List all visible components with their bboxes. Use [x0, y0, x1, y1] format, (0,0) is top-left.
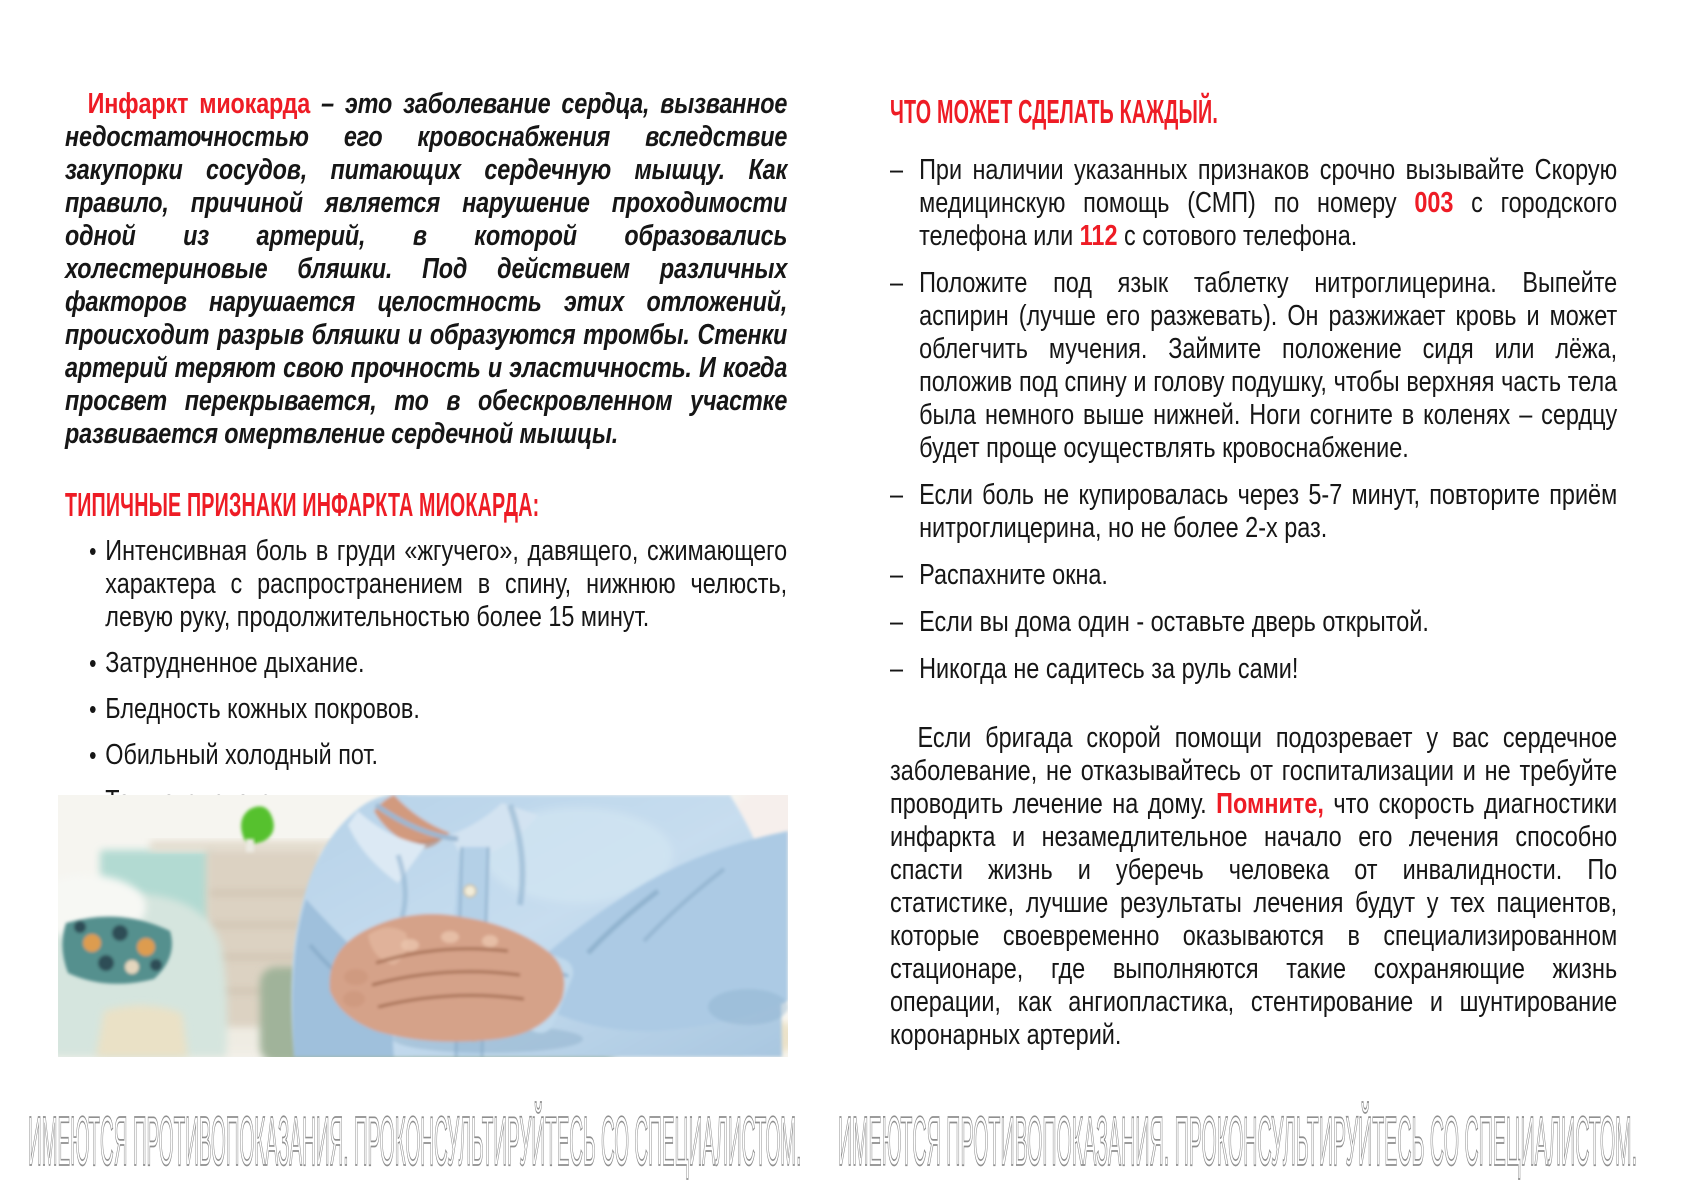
action-item [890, 559, 1617, 592]
man-figure [291, 795, 788, 1057]
bullet-icon: • [89, 648, 97, 678]
symptom-item [89, 739, 787, 772]
symptoms-heading: ТИПИЧНЫЕ ПРИЗНАКИ ИНФАРКТА МИОКАРДА: [65, 486, 540, 523]
action-item [890, 653, 1617, 686]
disclaimer-right: ИМЕЮТСЯ ПРОТИВОПОКАЗАНИЯ. ПРОКОНСУЛЬТИРУЙТЕСЬ СО СПЕЦИАЛИСТОМ. [838, 1102, 1638, 1180]
action-text: Распахните окна. [919, 559, 1108, 591]
symptom-text: Интенсивная боль в груди «жгучего», давящего, сжимающего характера с распространением в спину, нижнюю челюсть, левую руку, продолжительностью более 15 минут. [105, 535, 788, 633]
dash-marker: – [890, 559, 904, 591]
dash-marker: – [890, 653, 904, 685]
right-column [890, 94, 1617, 1052]
left-column [65, 88, 787, 818]
action-text: Если боль не купировалась через 5-7 минут, повторите приём нитроглицерина, но не более 2-х раз. [919, 479, 1618, 544]
symptom-item [89, 693, 787, 726]
outro-paragraph: Если бригада скорой помощи подозревает у вас сердечное заболевание, не отказывайтесь от госпитализации и не требуйте проводить лечение на дому. Помните, что скорость диагностики инфаркта и незамедлительное начало его лечения способно спасти жизнь и уберечь человека от инвалидности. По статистике, лучшие результаты лечения будут у тех пациентов, которые своевременно оказываются в специализированном стационаре, где выполняются такие сохраняющие жизнь операции, как ангиопластика, стентирование и шунтирование коронарных артерий. [890, 722, 1618, 1051]
dash-marker: – [890, 154, 904, 186]
intro-paragraph: Инфаркт миокарда – это заболевание сердца, вызванное недостаточностью его кровоснабжения вследствие закупорки сосудов, питающих сердечную мышцу. Как правило, причиной является нарушение проходимости одной из артерий, в которой образовались холестериновые бляшки. Под действием различных факторов нарушается целостность этих отложений, происходит разрыв бляшки и образуются тромбы. Стенки артерий теряют свою прочность и эластичность. И когда просвет перекрывается, то в обескровленном участке развивается омертвление сердечной мышцы. [65, 88, 788, 450]
action-item [890, 606, 1617, 639]
dash-marker: – [890, 606, 904, 638]
symptoms-list [65, 535, 787, 818]
bullet-icon: • [89, 740, 97, 770]
action-text: Положите под язык таблетку нитроглицерина. Выпейте аспирин (лучше его разжевать). Он разжижает кровь и может облегчить мучения. Займите положение сидя или лёжа, положив под спину и голову подушку, чтобы верхняя часть тела была немного выше нижней. Ноги согните в коленях – сердцу будет проще осуществлять кровоснабжение. [919, 267, 1618, 464]
action-item [890, 479, 1617, 545]
action-text: При наличии указанных признаков срочно вызывайте Скорую медицинскую помощь (СМП) по номеру 003 с городского телефона или 112 с сотового телефона. [919, 154, 1618, 252]
symptom-text: Затрудненное дыхание. [105, 647, 365, 679]
action-text: Никогда не садитесь за руль сами! [919, 653, 1299, 685]
patterned-pillow [62, 917, 172, 984]
chest-pain-illustration [58, 795, 788, 1057]
action-text: Если вы дома один - оставьте дверь открытой. [919, 606, 1429, 638]
symptom-item [89, 535, 787, 634]
action-item [890, 267, 1617, 465]
bullet-icon: • [89, 694, 97, 724]
symptom-item [89, 647, 787, 680]
man-clutching-chest-photo [58, 795, 788, 1057]
symptom-text: Обильный холодный пот. [105, 739, 378, 771]
symptom-text: Бледность кожных покровов. [105, 693, 420, 725]
actions-heading: ЧТО МОЖЕТ СДЕЛАТЬ КАЖДЫЙ. [890, 93, 1218, 130]
actions-list [890, 154, 1617, 686]
dash-marker: – [890, 267, 904, 299]
dash-marker: – [890, 479, 904, 511]
action-item [890, 154, 1617, 253]
bullet-icon: • [89, 536, 97, 566]
disclaimer-left: ИМЕЮТСЯ ПРОТИВОПОКАЗАНИЯ. ПРОКОНСУЛЬТИРУЙТЕСЬ СО СПЕЦИАЛИСТОМ. [28, 1102, 802, 1180]
